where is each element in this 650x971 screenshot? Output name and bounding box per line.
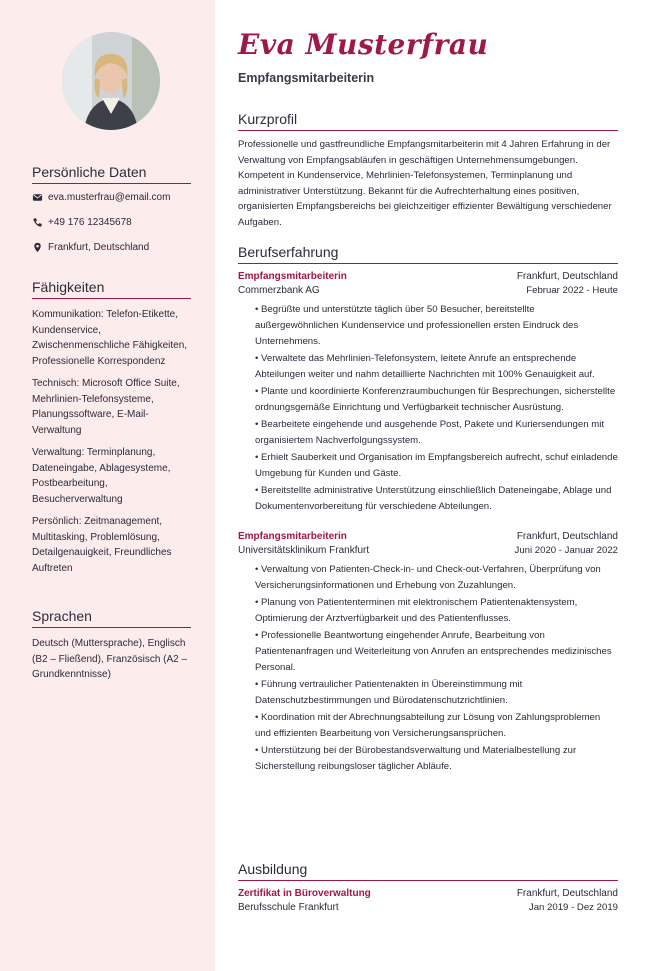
bullet-item: • Plante und koordinierte Konferenzraumbuchungen für Besprechungen, sicherstellte ordnungsgemäße Einrichtung und Verfügbarkeit technischer Ausrüstung.	[255, 384, 618, 416]
bullet-item: • Erhielt Sauberkeit und Organisation im Empfangsbereich aufrecht, schuf einladende Umgebung für Kunden und Gäste.	[255, 450, 618, 482]
personal-data-heading: Persönliche Daten	[32, 164, 191, 184]
location-text: Frankfurt, Deutschland	[48, 242, 150, 253]
profile-section	[238, 111, 618, 230]
skill-item: Persönlich: Zeitmanagement, Multitasking, Problemlösung, Detailgenauigkeit, Freundliches Auftreten	[32, 516, 172, 574]
skill-item: Verwaltung: Terminplanung, Dateneingabe, Ablagesysteme, Postbearbeitung, Besucherverwaltung	[32, 447, 171, 505]
email-text: eva.musterfrau@email.com	[48, 192, 171, 203]
bullet-item: • Planung von Patiententerminen mit elektronischem Patientenaktensystem, Optimierung der Arztverfügbarkeit und des Patientenflusses.	[255, 595, 618, 627]
experience-heading: Berufserfahrung	[238, 244, 618, 264]
job-entry	[238, 270, 618, 514]
phone-text: +49 176 12345678	[48, 217, 132, 228]
job-dates: Juni 2020 - Januar 2022	[514, 545, 618, 557]
education-school: Berufsschule Frankfurt	[238, 902, 339, 913]
bullet-item: • Professionelle Beantwortung eingehender Anrufe, Bearbeitung von Patientenanfragen und Weiterleitung von Anrufen an entsprechendes medizinisches Personal.	[255, 628, 618, 675]
sidebar	[0, 0, 215, 971]
job-bullets	[238, 562, 618, 774]
job-title: Empfangsmitarbeiterin	[238, 71, 375, 85]
education-dates: Jan 2019 - Dez 2019	[528, 902, 618, 913]
job-location: Frankfurt, Deutschland	[516, 531, 618, 543]
job-location: Frankfurt, Deutschland	[516, 271, 618, 282]
job-entry	[238, 530, 618, 774]
job-bullets	[238, 302, 618, 514]
bullet-item: • Bereitstellte administrative Unterstützung einschließlich Dateneingabe, Ablage und Dokumentenvorbereitung für verschiedene Abteilungen.	[255, 483, 618, 515]
job-role: Empfangsmitarbeiterin	[238, 531, 347, 543]
skills-section	[32, 279, 191, 583]
education-heading: Ausbildung	[238, 861, 618, 881]
job-dates: Februar 2022 - Heute	[526, 285, 618, 296]
profile-heading: Kurzprofil	[238, 111, 618, 131]
bullet-item: • Begrüßte und unterstützte täglich über 50 Besucher, bereitstellte außergewöhnlichen Kundenservice und professionellen ersten Eindruck des Unternehmens.	[255, 302, 618, 349]
skill-item: Kommunikation: Telefon-Etikette, Kundenservice, Zwischenmenschliche Fähigkeiten, Professionelle Korrespondenz	[32, 309, 188, 367]
map-pin-icon	[32, 242, 43, 253]
personal-data-section	[32, 164, 191, 267]
bullet-item: • Verwaltete das Mehrlinien-Telefonsystem, leitete Anrufe an entsprechende Abteilungen weiter und nahm detaillierte Nachrichten mit 100% Genauigkeit auf.	[255, 351, 618, 383]
bullet-item: • Bearbeitete eingehende und ausgehende Post, Pakete und Kuriersendungen mit organisiertem Nachverfolgungssystem.	[255, 417, 618, 449]
candidate-name: Eva Musterfrau	[238, 28, 489, 61]
profile-photo	[62, 32, 160, 130]
languages-text: Deutsch (Muttersprache), Englisch (B2 – Fließend), Französisch (A2 – Grundkenntnisse)	[32, 638, 188, 680]
bullet-item: • Unterstützung bei der Bürobestandsverwaltung und Materialbestellung zur Sicherstellung reibungsloser täglicher Abläufe.	[255, 743, 618, 775]
contact-email[interactable]	[32, 192, 191, 203]
education-section	[238, 861, 618, 919]
languages-section	[32, 608, 191, 690]
languages-heading: Sprachen	[32, 608, 191, 628]
profile-photo-image	[62, 32, 160, 130]
phone-icon	[32, 217, 43, 228]
job-role: Empfangsmitarbeiterin	[238, 271, 347, 282]
contact-phone[interactable]	[32, 217, 191, 228]
job-company: Universitätsklinikum Frankfurt	[238, 545, 370, 557]
profile-text: Professionelle und gastfreundliche Empfangsmitarbeiterin mit 4 Jahren Erfahrung in der Verwaltung von Empfangsabläufen in geschäftigen Unternehmensumgebungen. Kompetent in Kundenservice, Mehrlinien-Telefonsystemen, Terminplanung und administrativer Unterstützung. Bekannt für die Aufrechterhaltung eines positiven, organisierten Empfangsbereichs bei gleichzeitiger effizienter Bewältigung verschiedener Aufgaben.	[238, 139, 612, 228]
education-location: Frankfurt, Deutschland	[516, 888, 618, 899]
skill-item: Technisch: Microsoft Office Suite, Mehrlinien-Telefonsysteme, Planungssoftware, E-Mail-Verwaltung	[32, 378, 180, 436]
contact-location	[32, 242, 191, 253]
bullet-item: • Koordination mit der Abrechnungsabteilung zur Lösung von Zahlungsproblemen und effizienten Bearbeitung von Versicherungsansprüchen.	[255, 710, 618, 742]
experience-section	[238, 244, 618, 776]
education-entry	[238, 887, 618, 915]
envelope-icon	[32, 192, 43, 203]
education-degree: Zertifikat in Büroverwaltung	[238, 888, 371, 899]
bullet-item: • Verwaltung von Patienten-Check-in- und Check-out-Verfahren, Überprüfung von Versicherungsinformationen und Erhebung von Zuzahlungen.	[255, 562, 618, 594]
skills-heading: Fähigkeiten	[32, 279, 191, 299]
bullet-item: • Führung vertraulicher Patientenakten in Übereinstimmung mit Datenschutzbestimmungen und Bürodatenschutzrichtlinien.	[255, 677, 618, 709]
job-company: Commerzbank AG	[238, 285, 320, 296]
